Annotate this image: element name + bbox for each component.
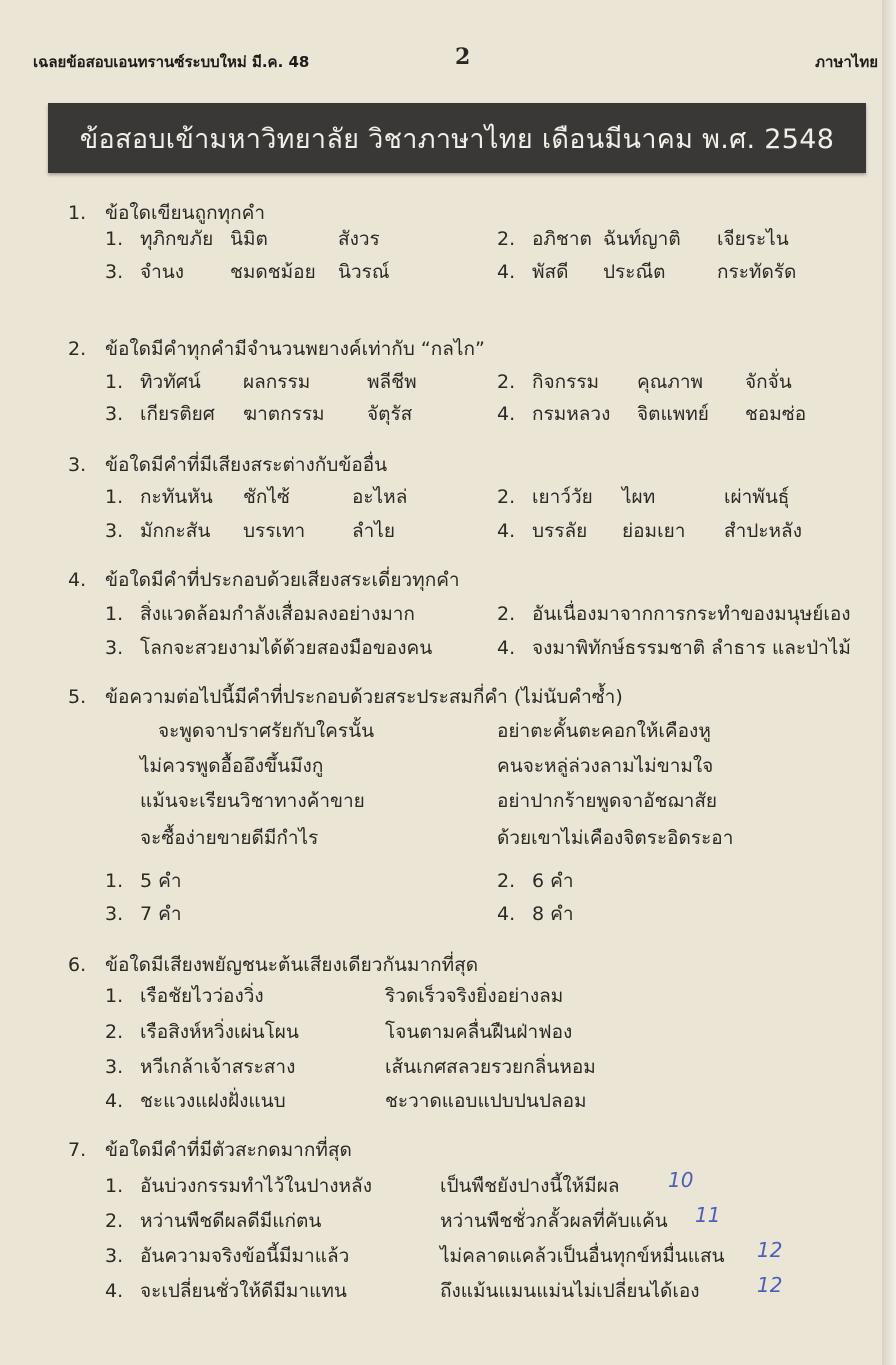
passage-line-right: คนจะหลู่ล่วงลามไม่ขามใจ: [497, 755, 714, 777]
verse-right: ไม่คลาดแคล้วเป็นอื่นทุกข์หมื่นแสน: [440, 1245, 725, 1267]
verse-left: อันบ่วงกรรมทำไว้ในปางหลัง: [140, 1175, 372, 1197]
option-word: บรรเทา: [243, 520, 306, 542]
question-number: 4.: [68, 569, 87, 591]
question-number: 2.: [68, 338, 87, 360]
option-number: 3.: [105, 637, 124, 659]
option-word: เจียระไน: [717, 228, 789, 250]
option-word: 7 คำ: [140, 903, 182, 925]
option-word: ประณีต: [603, 261, 666, 283]
question-number: 6.: [68, 954, 87, 976]
option-number: 3.: [105, 403, 124, 425]
question-number: 7.: [68, 1139, 87, 1161]
option-number: 3.: [105, 261, 124, 283]
option-word: อันเนื่องมาจากการกระทำของมนุษย์เอง: [532, 603, 851, 625]
passage-line-right: ด้วยเขาไม่เคืองจิตระอิดระอา: [497, 827, 734, 849]
option-word: โลกจะสวยงามได้ด้วยสองมือของคน: [140, 637, 433, 659]
option-word: จักจั่น: [745, 371, 792, 393]
question-text: ข้อใดเขียนถูกทุกคำ: [105, 202, 266, 224]
handwritten-count: 12: [757, 1273, 783, 1297]
option-number: 2.: [105, 1210, 124, 1232]
option-number: 1.: [105, 985, 124, 1007]
option-word: มักกะสัน: [140, 520, 211, 542]
verse-left: เรือสิงห์หวิ่งเผ่นโผน: [140, 1021, 299, 1043]
option-word: ผลกรรม: [243, 371, 311, 393]
verse-right: โจนตามคลื่นฝืนฝ่าฟอง: [385, 1021, 573, 1043]
option-word: ทิวทัศน์: [140, 371, 201, 393]
verse-right: ชะวาดแอบแปบปนปลอม: [385, 1090, 587, 1112]
option-word: นิมิต: [230, 228, 268, 250]
option-word: ย่อมเยา: [622, 520, 686, 542]
option-word: เผ่าพันธุ์: [724, 486, 790, 508]
question-number: 1.: [68, 202, 87, 224]
option-number: 3.: [105, 903, 124, 925]
exam-title: ข้อสอบเข้ามหาวิทยาลัย วิชาภาษาไทย เดือนมีนาคม พ.ศ. 2548: [79, 123, 835, 155]
question-number: 3.: [68, 454, 87, 476]
option-number: 2.: [497, 228, 516, 250]
option-word: พลีชีพ: [367, 371, 417, 393]
verse-right: ริวดเร็วจริงยิ่งอย่างลม: [385, 985, 564, 1007]
option-number: 2.: [497, 486, 516, 508]
option-word: จำนง: [140, 261, 185, 283]
option-number: 3.: [105, 1245, 124, 1267]
question-text: ข้อใดมีเสียงพยัญชนะต้นเสียงเดียวกันมากที่สุด: [105, 954, 479, 976]
option-number: 1.: [105, 486, 124, 508]
option-word: ชมดชม้อย: [230, 261, 316, 283]
verse-left: เรือชัยไวว่องวิ่ง: [140, 985, 264, 1007]
question-text: ข้อความต่อไปนี้มีคำที่ประกอบด้วยสระประสมกี่คำ (ไม่นับคำซ้ำ): [105, 686, 623, 708]
running-header-left: เฉลยข้อสอบเอนทรานซ์ระบบใหม่ มี.ค. 48: [33, 53, 310, 71]
option-word: 5 คำ: [140, 870, 182, 892]
option-word: พัสดี: [532, 261, 569, 283]
option-word: อะไหล่: [352, 486, 408, 508]
passage-line-left: ไม่ควรพูดอื้ออึงขึ้นมึงกู: [140, 755, 324, 777]
passage-line-left: จะซื้อง่ายขายดีมีกำไร: [140, 827, 319, 849]
option-number: 2.: [497, 603, 516, 625]
question-number: 5.: [68, 686, 87, 708]
option-number: 1.: [105, 228, 124, 250]
option-number: 4.: [497, 903, 516, 925]
option-word: นิวรณ์: [338, 261, 390, 283]
option-word: คุณภาพ: [637, 371, 704, 393]
question-text: ข้อใดมีคำที่มีตัวสะกดมากที่สุด: [105, 1139, 352, 1161]
verse-right: เป็นพืชยังปางนี้ให้มีผล: [440, 1175, 620, 1197]
option-number: 4.: [497, 261, 516, 283]
option-word: ทุภิกขภัย: [140, 228, 214, 250]
option-number: 4.: [105, 1090, 124, 1112]
option-word: จัตุรัส: [367, 403, 413, 425]
option-word: อภิชาต: [532, 228, 592, 250]
verse-right: หว่านพืชชั่วกลั้วผลที่คับแค้น: [440, 1210, 668, 1232]
option-word: บรรลัย: [532, 520, 588, 542]
option-number: 1.: [105, 870, 124, 892]
option-number: 2.: [497, 371, 516, 393]
page-edge: [882, 0, 896, 1365]
option-number: 2.: [497, 870, 516, 892]
option-word: 8 คำ: [532, 903, 574, 925]
passage-line-left: จะพูดจาปราศรัยกับใครนั้น: [158, 720, 375, 742]
passage-line-right: อย่าปากร้ายพูดจาอัชฌาสัย: [497, 790, 718, 812]
option-number: 3.: [105, 1056, 124, 1078]
option-number: 1.: [105, 1175, 124, 1197]
handwritten-count: 12: [757, 1238, 783, 1262]
question-text: ข้อใดมีคำที่ประกอบด้วยเสียงสระเดี่ยวทุกคำ: [105, 569, 460, 591]
option-word: กะทันหัน: [140, 486, 213, 508]
option-word: ลำไย: [352, 520, 396, 542]
option-number: 4.: [497, 403, 516, 425]
page-number: 2: [455, 44, 471, 70]
verse-left: ชะแวงแฝงฝั่งแนบ: [140, 1090, 286, 1112]
question-text: ข้อใดมีคำที่มีเสียงสระต่างกับข้ออื่น: [105, 454, 388, 476]
passage-line-right: อย่าตะคั้นตะคอกให้เคืองหู: [497, 720, 711, 742]
option-word: กิจกรรม: [532, 371, 600, 393]
option-word: กรมหลวง: [532, 403, 611, 425]
option-word: ฆาตกรรม: [243, 403, 325, 425]
verse-left: หว่านพืชดีผลดีมีแก่ตน: [140, 1210, 322, 1232]
handwritten-count: 10: [668, 1168, 694, 1192]
option-word: ชอมซ่อ: [745, 403, 807, 425]
option-word: จงมาพิทักษ์ธรรมชาติ ลำธาร และป่าไม้: [532, 637, 851, 659]
handwritten-count: 11: [695, 1203, 721, 1227]
option-word: เยาว์วัย: [532, 486, 593, 508]
passage-line-left: แม้นจะเรียนวิชาทางค้าขาย: [140, 790, 365, 812]
option-number: 4.: [497, 637, 516, 659]
option-word: จิตแพทย์: [637, 403, 709, 425]
option-word: เกียรติยศ: [140, 403, 215, 425]
option-word: กระทัดรัด: [717, 261, 797, 283]
running-header-right: ภาษาไทย: [815, 53, 878, 71]
option-word: สำปะหลัง: [724, 520, 802, 542]
option-number: 4.: [497, 520, 516, 542]
option-number: 4.: [105, 1280, 124, 1302]
option-word: ฉันท์ญาติ: [603, 228, 681, 250]
option-number: 3.: [105, 520, 124, 542]
title-banner: [48, 103, 866, 173]
question-text: ข้อใดมีคำทุกคำมีจำนวนพยางค์เท่ากับ “กลไก”: [105, 338, 485, 360]
verse-right: ถึงแม้นแมนแม่นไม่เปลี่ยนได้เอง: [440, 1280, 700, 1302]
option-number: 1.: [105, 371, 124, 393]
option-number: 2.: [105, 1021, 124, 1043]
verse-right: เส้นเกศสลวยรวยกลิ่นหอม: [385, 1056, 596, 1078]
verse-left: อันความจริงข้อนี้มีมาแล้ว: [140, 1245, 350, 1267]
verse-left: หวีเกล้าเจ้าสระสาง: [140, 1056, 296, 1078]
option-word: ชักไซ้: [243, 486, 290, 508]
option-word: สังวร: [338, 228, 380, 250]
option-number: 1.: [105, 603, 124, 625]
option-word: ไผท: [622, 486, 656, 508]
verse-left: จะเปลี่ยนชั่วให้ดีมีมาแทน: [140, 1280, 347, 1302]
option-word: 6 คำ: [532, 870, 574, 892]
option-word: สิ่งแวดล้อมกำลังเสื่อมลงอย่างมาก: [140, 603, 415, 625]
